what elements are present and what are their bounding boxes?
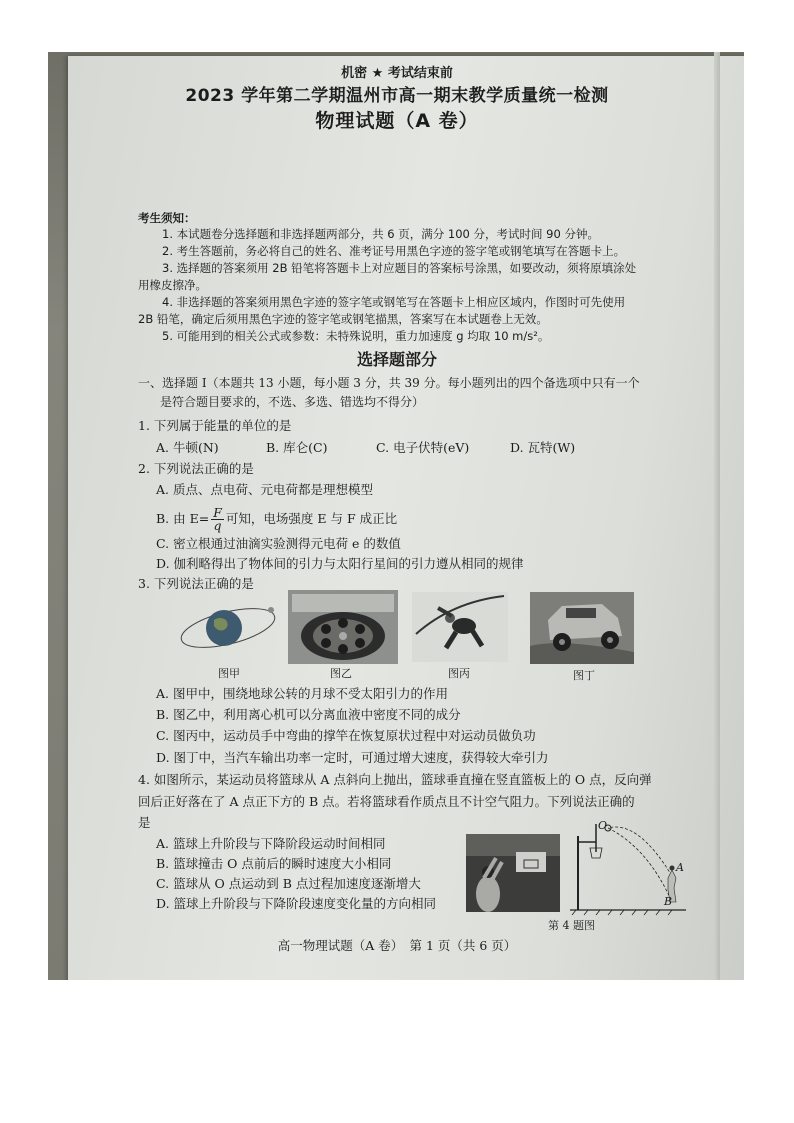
- notice-heading: 考生须知：: [138, 211, 196, 225]
- q2-option-c: C. 密立根通过油滴实验测得元电荷 e 的数值: [156, 536, 401, 551]
- notice-line-2: 2. 考生答题前，务必将自己的姓名、准考证号用黑色字迹的签字笔或钢笔填写在答题卡上。: [162, 244, 626, 258]
- caption-ding: 图丁: [573, 669, 595, 682]
- q4-stem-line-2: 回后正好落在了 A 点正下方的 B 点。若将篮球看作质点且不计空气阻力。下列说法正确的: [138, 794, 635, 809]
- q4-stem-line-3: 是: [138, 815, 151, 830]
- notice-line-4a: 4. 非选择题的答案须用黑色字迹的签字笔或钢笔写在答题卡上相应区域内，作图时可先使用: [162, 295, 626, 309]
- q2-option-a: A. 质点、点电荷、元电荷都是理想模型: [156, 482, 373, 497]
- pole-vault-figure: [412, 592, 508, 662]
- section-intro-b: 是符合题目要求的，不选、多选、错选均不得分）: [160, 395, 425, 409]
- q1-option-d: D. 瓦特(W): [510, 440, 576, 455]
- notice-line-3b: 用橡皮擦净。: [138, 278, 207, 292]
- section-intro-a: 一、选择题 I（本题共 13 小题，每小题 3 分，共 39 分。每小题列出的四个备选项中只有一个: [138, 376, 640, 390]
- q4-stem-line-1: 4. 如图所示，某运动员将篮球从 A 点斜向上抛出，篮球垂直撞在竖直篮板上的 O 点，反向弹: [138, 772, 652, 787]
- section-title: 选择题部分: [356, 350, 437, 369]
- q1-option-c: C. 电子伏特(eV): [376, 440, 470, 455]
- q2-option-b-prefix: B. 由 E=: [156, 511, 210, 526]
- q3-option-b: B. 图乙中，利用离心机可以分离血液中密度不同的成分: [156, 707, 461, 722]
- exam-subtitle: 物理试题（A 卷）: [315, 110, 479, 132]
- caption-bing: 图丙: [448, 667, 470, 680]
- centrifuge-figure: [288, 590, 398, 664]
- exam-title: 2023 学年第二学期温州市高一期末教学质量统一检测: [185, 86, 609, 106]
- caption-jia: 图甲: [218, 667, 240, 680]
- caption-yi: 图乙: [330, 667, 352, 680]
- page-footer: 高一物理试题（A 卷） 第 1 页（共 6 页）: [277, 938, 517, 953]
- notice-line-1: 1. 本试题卷分选择题和非选择题两部分，共 6 页，满分 100 分，考试时间 90 分钟。: [162, 227, 599, 241]
- notice-line-4b: 2B 铅笔，确定后须用黑色字迹的签字笔或钢笔描黑，答案写在本试题卷上无效。: [138, 312, 548, 326]
- q3-stem: 3. 下列说法正确的是: [138, 576, 254, 591]
- q4-option-a: A. 篮球上升阶段与下降阶段运动时间相同: [156, 836, 386, 851]
- label-b: B: [664, 895, 673, 908]
- q2-option-b: [156, 506, 397, 532]
- q2-option-d: D. 伽利略得出了物体间的引力与太阳行星间的引力遵从相同的规律: [156, 556, 524, 571]
- offroad-car-figure: [530, 592, 634, 664]
- q3-option-d: D. 图丁中，当汽车输出功率一定时，可通过增大速度，获得较大牵引力: [156, 750, 549, 765]
- label-a: A: [676, 861, 684, 874]
- q2-option-b-suffix: 可知，电场强度 E 与 F 成正比: [225, 511, 398, 526]
- q4-option-b: B. 篮球撞击 O 点前后的瞬时速度大小相同: [156, 856, 392, 871]
- q4-option-c: C. 篮球从 O 点运动到 B 点过程加速度逐渐增大: [156, 876, 421, 891]
- fraction-numerator: F: [213, 505, 222, 520]
- notice-line-5: 5. 可能用到的相关公式或参数：未特殊说明，重力加速度 g 均取 10 m/s²。: [162, 329, 550, 343]
- label-o: O: [598, 819, 608, 832]
- orbit-figure: [178, 596, 280, 660]
- q3-option-a: A. 图甲中，围绕地球公转的月球不受太阳引力的作用: [156, 686, 448, 701]
- q1-option-b: B. 库仑(C): [266, 440, 328, 455]
- notice-line-3a: 3. 选择题的答案须用 2B 铅笔将答题卡上对应题目的答案标号涂黑，如要改动，须将原填涂处: [162, 261, 637, 275]
- q4-figure-caption: 第 4 题图: [548, 919, 595, 932]
- basketball-photo: [466, 834, 560, 912]
- moon-icon: [268, 607, 274, 613]
- q1-stem: 1. 下列属于能量的单位的是: [138, 418, 292, 433]
- confidential-mark: 机密 ★ 考试结束前: [341, 66, 453, 81]
- fraction-denominator: q: [213, 518, 222, 533]
- q4-option-d: D. 篮球上升阶段与下降阶段速度变化量的方向相同: [156, 896, 437, 911]
- q2-stem: 2. 下列说法正确的是: [138, 461, 254, 476]
- paper-edge: [714, 52, 720, 980]
- q3-option-c: C. 图丙中，运动员手中弯曲的撑竿在恢复原状过程中对运动员做负功: [156, 728, 536, 743]
- q1-option-a: A. 牛顿(N): [156, 440, 219, 455]
- fraction: [211, 507, 224, 532]
